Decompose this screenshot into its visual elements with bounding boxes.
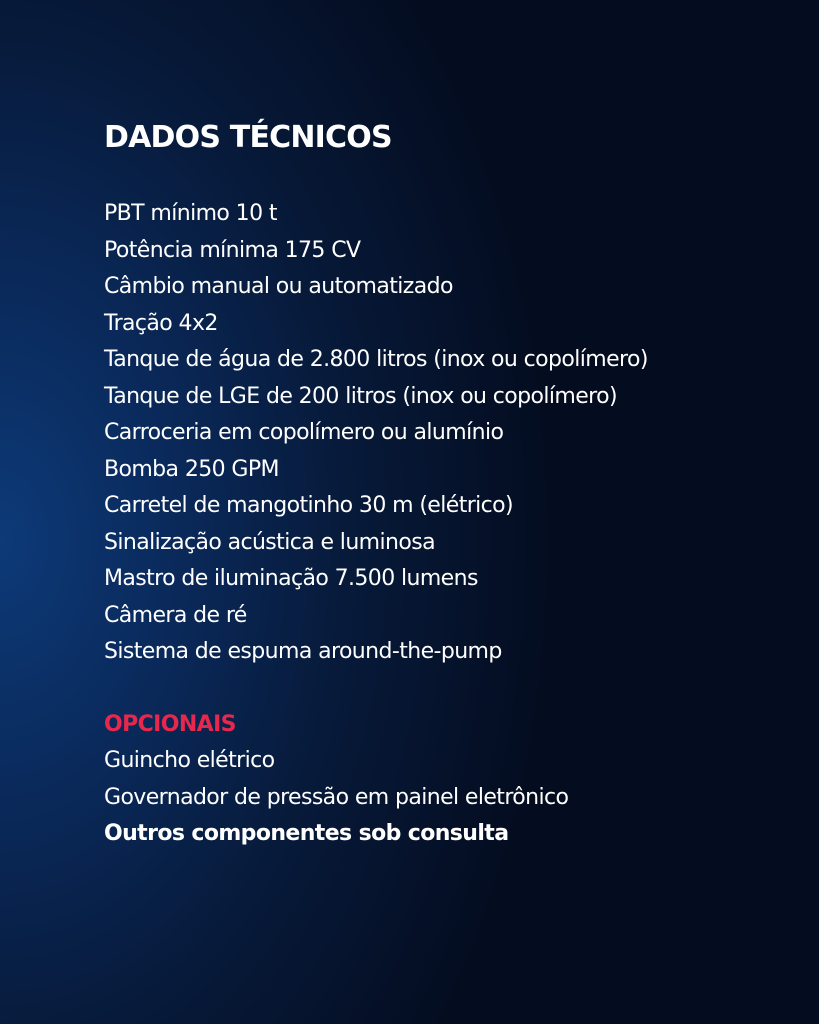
optionals-list: [104, 743, 794, 816]
spec-item: Potência mínima 175 CV: [104, 237, 361, 263]
optional-item: Guincho elétrico: [104, 748, 275, 773]
spec-item: Câmbio manual ou automatizado: [104, 274, 453, 299]
optional-item: Governador de pressão em painel eletrônico: [104, 784, 569, 810]
spec-item: Tanque de água de 2.800 litros (inox ou copolímero): [104, 347, 648, 372]
spec-item: Sinalização acústica e luminosa: [104, 529, 435, 555]
spec-item: PBT mínimo 10 t: [104, 201, 277, 226]
spec-item: Mastro de iluminação 7.500 lumens: [104, 566, 478, 591]
spec-item: Sistema de espuma around-the-pump: [104, 639, 502, 664]
page-title: DADOS TÉCNICOS: [104, 120, 392, 155]
spec-item: Carretel de mangotinho 30 m (elétrico): [104, 493, 514, 518]
spec-item: Tração 4x2: [104, 310, 218, 336]
spec-item: Tanque de LGE de 200 litros (inox ou copolímero): [104, 383, 617, 409]
spec-list: [104, 196, 794, 671]
spec-item: Carroceria em copolímero ou alumínio: [104, 420, 504, 445]
technical-data-card: [104, 118, 794, 853]
consultation-note: Outros componentes sob consulta: [104, 821, 509, 846]
optionals-title: OPCIONAIS: [104, 711, 236, 737]
spec-item: Câmera de ré: [104, 602, 247, 628]
spec-item: Bomba 250 GPM: [104, 456, 279, 482]
